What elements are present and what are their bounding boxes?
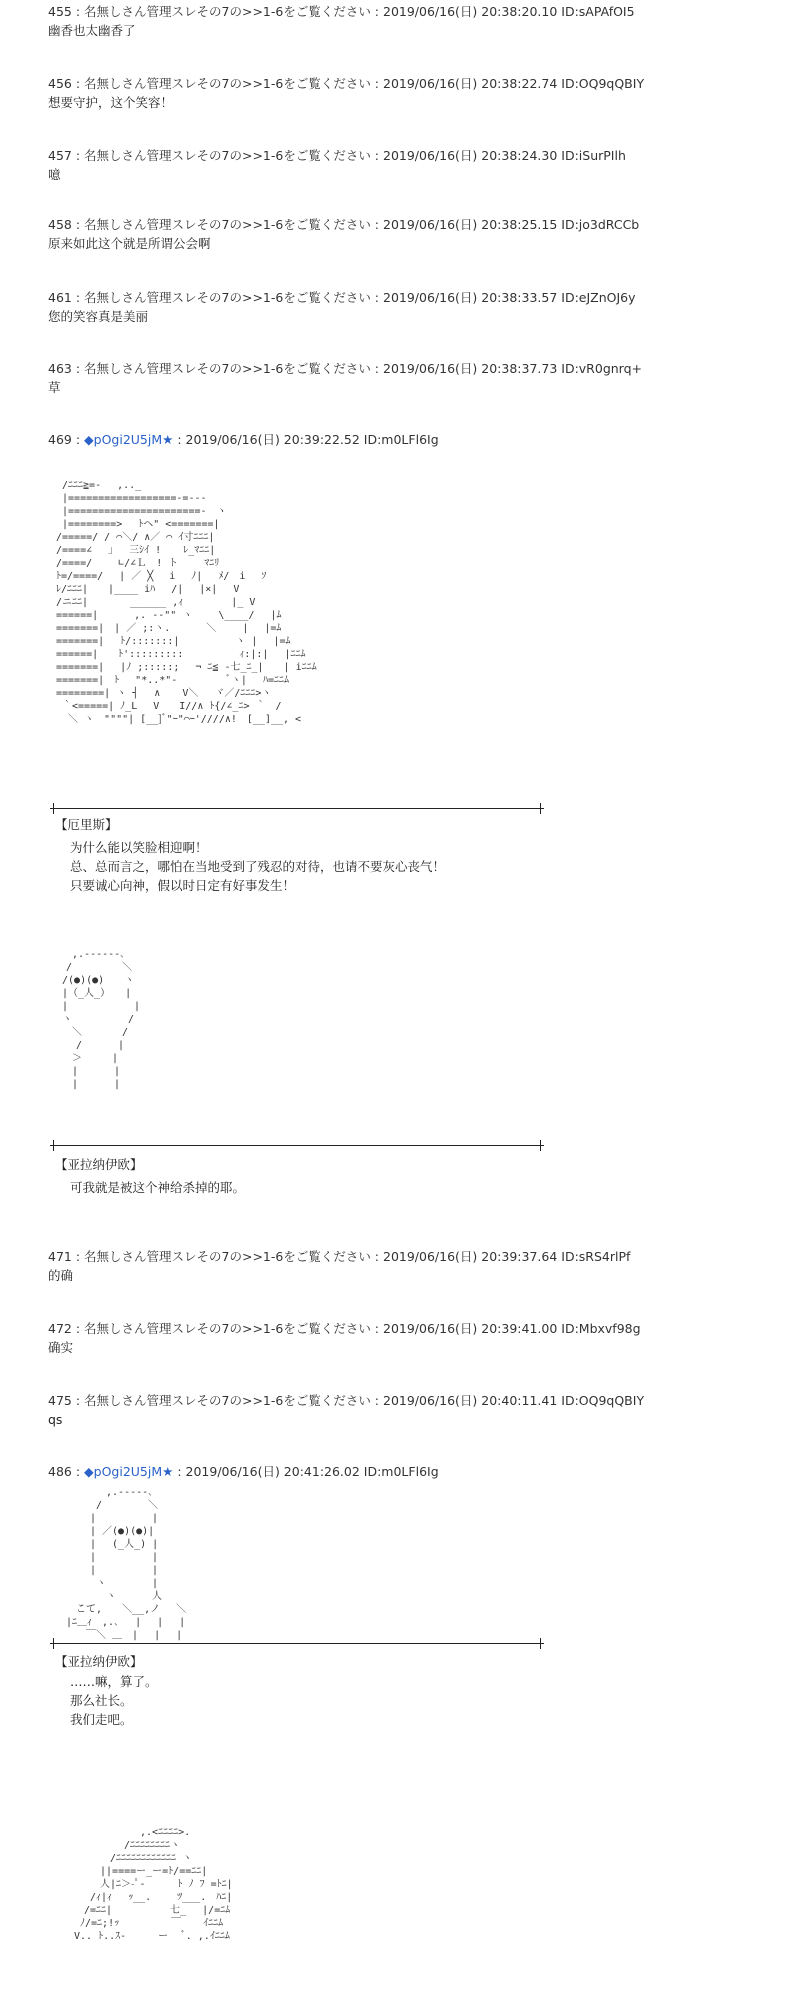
ascii-art-eris: /ﾆﾆﾆ≧=- ,.._ |==================-=--- |======================- ヽ |========> ﾄヘ" <=======| /=====/ / ⌒＼/ ∧／ ⌒ ｲ寸ﾆﾆﾆ| /====∠ 」 三ｼｲ ! ﾚ_ﾏﾆﾆ| /====/ ∟/∠Ｌ ! ト ﾏﾆﾘ ﾄ=/====/ | ／ ╳ i ﾉ| ﾒ/ i ｿ ﾚ/ﾆﾆﾆ| |____ iﾊ /| |×| V /ニﾆﾆ| ______ ,ｨ |_ V ======| ,. -‐"" ヽ \____/ |ﾑ =======| | ／ ;:ヽ. ＼ | |=ﾑ =======| ﾄ/:::::::| ヽ | |=ﾑ ======| ﾄ'::::::::: ｨ:|:| |ﾆﾆﾑ =======| |ﾉ ;:::::; ¬ ﾆ≦ ‐七_ﾆ_| | iﾆﾆﾑ =======| ﾄ "*..*"‐ ﾞヽ| ﾊ=ﾆﾆﾑ ========| ヽ ┤ ∧ V＼ ヾ／/ﾆﾆﾆ>ヽ ｀<=====| ﾉ_L V I//∧ ﾄ{/∠_ﾆ> ｀ / ＼ ヽ """"| [__]ﾞ"ｰ"⌒ｰ'////∧! [__]__, < [56, 480, 317, 725]
post-body: 草 [48, 380, 61, 395]
author-trip-link[interactable]: ◆pOgi2U5jM [84, 432, 163, 447]
post-body: 幽香也太幽香了 [48, 23, 136, 38]
post-body: 想要守护，这个笑容！ [48, 95, 174, 110]
star-icon: ★ [162, 432, 174, 447]
post-body: 原来如此这个就是所谓公会啊 [48, 236, 211, 251]
post-472 [48, 1319, 641, 1357]
post-body: qs [48, 1412, 63, 1427]
ascii-art-character: ,.-‐‐‐‐-､ / ＼ /(●)(●) ヽ |（_人_） | | | ヽ / ＼ / / | ＞ | | | | | [62, 949, 141, 1090]
post-header: 461 : 名無しさん管理スレその7の>>1-6をご覧ください : 2019/06/16(日) 20:38:33.57 ID:eJZnOJ6y [48, 290, 636, 305]
section-divider [50, 808, 544, 809]
post-number: 469 : [48, 432, 85, 447]
ascii-art-character: ,.-‐‐‐-､ / ＼ | | | ／(●)(●)| | (_人_) | | | | | ヽ | ヽ 人 こて, ＼__,ノ ＼ |ﾆ＿ｨ ,.､ | | | ￣＼ ＿ | | | [66, 1487, 187, 1641]
post-458 [48, 215, 639, 253]
post-456 [48, 74, 644, 112]
speech-text: 为什么能以笑脸相迎啊！ 总、总而言之，哪怕在当地受到了残忍的对待，也请不要灰心丧气！ 只要诚心向神，假以时日定有好事发生！ [70, 840, 446, 893]
post-body: 确实 [48, 1340, 74, 1355]
author-trip-link[interactable]: ◆pOgi2U5jM [84, 1464, 163, 1479]
post-header: 472 : 名無しさん管理スレその7の>>1-6をご覧ください : 2019/06/16(日) 20:39:41.00 ID:Mbxvf98g [48, 1321, 641, 1336]
star-icon: ★ [162, 1464, 174, 1479]
post-body: 您的笑容真是美丽 [48, 309, 149, 324]
post-header: 458 : 名無しさん管理スレその7の>>1-6をご覧ください : 2019/06/16(日) 20:38:25.15 ID:jo3dRCCb [48, 217, 640, 232]
post-header: 471 : 名無しさん管理スレその7の>>1-6をご覧ください : 2019/06/16(日) 20:39:37.64 ID:sRS4rlPf [48, 1249, 631, 1264]
post-body: 噫 [48, 167, 61, 182]
speaker-label: 【厄里斯】 [55, 817, 118, 832]
speaker-label: 【亚拉纳伊欧】 [55, 1157, 143, 1172]
speech-text: 可我就是被这个神给杀掉的耶。 [70, 1180, 246, 1195]
ascii-art-character-group: ,.<ﾆﾆﾆﾆ>. /ﾆﾆﾆﾆﾆﾆﾆﾆヽ /ﾆﾆﾆﾆﾆﾆﾆﾆﾆﾆﾆﾆ ヽ ||====ー_ー=ﾄ/==ﾆﾆ| 人|ﾆ＞-ﾟ- ﾄ ﾉ ﾌ =ﾄﾆ| /ｨ|ｨ ｯ__. ﾂ___. ﾊﾆ| /=ﾆﾆ| 七_ |/=ﾆﾑ ﾉ/=ﾆ;!ｯ ￣ ｲﾆﾆﾑ V.. ﾄ..ｽ- ー ﾞ. ,.ｲﾆﾆﾑ [74, 1827, 233, 1942]
post-number: 486 : [48, 1464, 85, 1479]
post-463 [48, 359, 642, 397]
post-471 [48, 1247, 630, 1285]
post-461 [48, 288, 636, 326]
post-body: 的确 [48, 1268, 74, 1283]
post-455 [48, 2, 635, 40]
post-486 [48, 1462, 439, 1481]
post-457 [48, 146, 626, 184]
speaker-label: 【亚拉纳伊欧】 [55, 1654, 143, 1669]
post-meta: : 2019/06/16(日) 20:41:26.02 ID:m0LFl6Ig [173, 1464, 439, 1479]
section-divider [50, 1643, 544, 1644]
post-header: 455 : 名無しさん管理スレその7の>>1-6をご覧ください : 2019/06/16(日) 20:38:20.10 ID:sAPAfOI5 [48, 4, 635, 19]
post-475 [48, 1391, 644, 1429]
speech-text: ……嘛，算了。 那么社长。 我们走吧。 [70, 1674, 158, 1727]
post-header: 475 : 名無しさん管理スレその7の>>1-6をご覧ください : 2019/06/16(日) 20:40:11.41 ID:OQ9qQBIY [48, 1393, 645, 1408]
post-header: 456 : 名無しさん管理スレその7の>>1-6をご覧ください : 2019/06/16(日) 20:38:22.74 ID:OQ9qQBIY [48, 76, 645, 91]
post-469 [48, 430, 439, 449]
post-header: 463 : 名無しさん管理スレその7の>>1-6をご覧ください : 2019/06/16(日) 20:38:37.73 ID:vR0gnrq+ [48, 361, 643, 376]
post-header: 457 : 名無しさん管理スレその7の>>1-6をご覧ください : 2019/06/16(日) 20:38:24.30 ID:iSurPIlh [48, 148, 626, 163]
section-divider [50, 1145, 544, 1146]
post-meta: : 2019/06/16(日) 20:39:22.52 ID:m0LFl6Ig [173, 432, 439, 447]
